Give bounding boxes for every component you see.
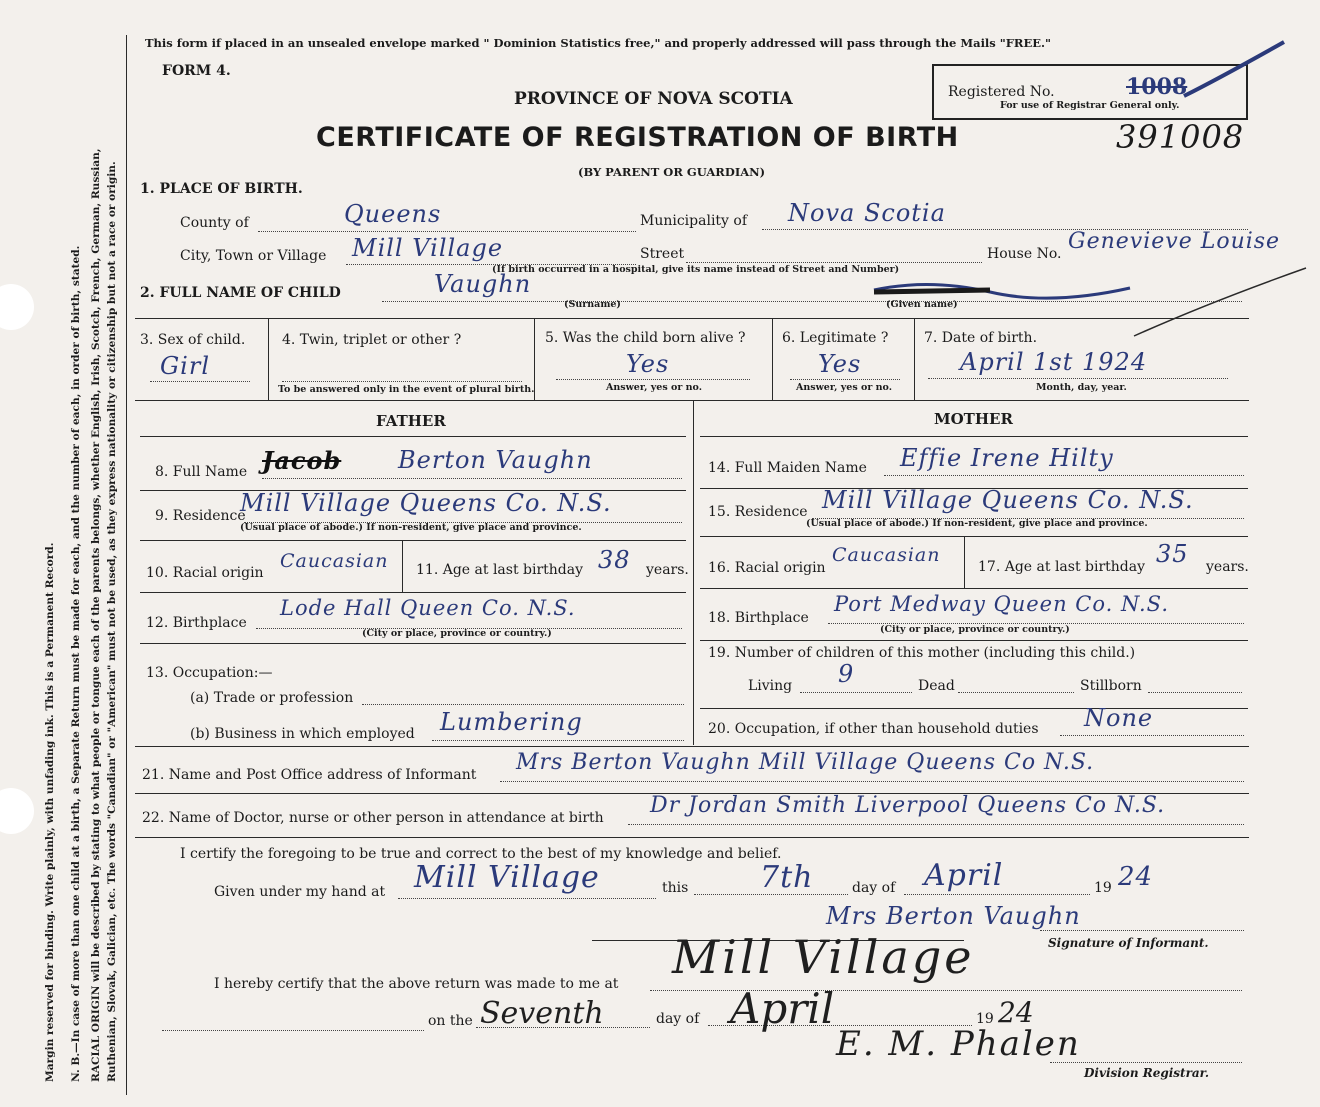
stillborn-label: Stillborn — [1080, 678, 1142, 694]
registrar-signature-line — [1050, 1062, 1242, 1063]
twin-line — [282, 381, 522, 382]
father-occupation-label: 13. Occupation:— — [146, 665, 273, 681]
signature-caption: Signature of Informant. — [1048, 936, 1209, 950]
certify-statement: I certify the foregoing to be true and correct to the best of my knowledge and belief. — [180, 846, 782, 862]
row-border-top — [135, 318, 1249, 319]
father-name-label: 8. Full Name — [155, 464, 248, 480]
informant-line — [500, 781, 1244, 782]
father-racial-label: 10. Racial origin — [146, 565, 264, 581]
row-rule — [140, 643, 686, 644]
registrar-on-line — [162, 1030, 424, 1031]
parents-divider — [693, 400, 694, 745]
row-rule — [700, 640, 1248, 641]
mother-age-value: 35 — [1156, 540, 1189, 568]
sex-label: 3. Sex of child. — [140, 332, 246, 348]
informant-signature: Mrs Berton Vaughn — [826, 902, 1081, 930]
house-label: House No. — [987, 246, 1062, 262]
child-surname-value: Vaughn — [434, 270, 532, 298]
county-value: Queens — [344, 200, 442, 228]
dead-line — [958, 692, 1074, 693]
registered-label: Registered No. — [948, 84, 1055, 100]
certificate-subtitle: (BY PARENT OR GUARDIAN) — [578, 165, 766, 179]
registrar-day-of-label: day of — [656, 1011, 700, 1027]
binding-hole — [0, 284, 34, 330]
street-line — [686, 262, 982, 263]
father-business-label: (b) Business in which employed — [190, 726, 415, 742]
father-residence-label: 9. Residence — [155, 508, 246, 524]
margin-note-racial-origin: RACIAL ORIGIN will be described by stating to what people or tongue each of the parents belongs, whether English, Irish, Scotch, French, German, Russian, — [90, 148, 102, 1082]
racial-age-divider — [402, 540, 403, 592]
registrar-signature: E. M. Phalen — [836, 1024, 1081, 1064]
mother-occupation-line — [1060, 735, 1244, 736]
father-business-line — [432, 740, 684, 741]
informant-value: Mrs Berton Vaughn Mill Village Queens Co N.S. — [516, 750, 1095, 775]
city-value: Mill Village — [352, 234, 504, 262]
mother-residence-value: Mill Village Queens Co. N.S. — [822, 486, 1194, 514]
child-name-label: 2. FULL NAME OF CHILD — [140, 285, 341, 301]
mother-birthplace-caption: (City or place, province or country.) — [880, 624, 1070, 635]
parents-border-bottom — [135, 746, 1249, 747]
box-divider — [268, 318, 269, 400]
mother-residence-label: 15. Residence — [708, 504, 808, 520]
mother-age-unit: years. — [1206, 559, 1249, 575]
father-residence-caption: (Usual place of abode.) If non-resident, give place and province. — [240, 522, 582, 533]
father-trade-line — [362, 704, 684, 705]
father-age-unit: years. — [646, 562, 689, 578]
row-rule — [700, 708, 1248, 709]
father-birthplace-value: Lode Hall Queen Co. N.S. — [280, 596, 576, 620]
given-place-line — [398, 898, 656, 899]
mother-racial-value: Caucasian — [832, 544, 941, 566]
margin-note-multiple-births: N. B.—In case of more than one child at a birth, a Separate Return must be made for each, and the number of each, in order of birth, stated. — [70, 245, 82, 1082]
municipality-label: Municipality of — [640, 213, 748, 229]
registrar-month-value: April — [730, 984, 835, 1033]
registrar-statement: I hereby certify that the above return was made to me at — [214, 976, 619, 992]
mother-occupation-value: None — [1084, 704, 1154, 732]
given-name-caption: (Given name) — [886, 299, 958, 310]
father-name-value: Berton Vaughn — [398, 446, 593, 474]
date-of-birth-line — [928, 378, 1228, 379]
form-number: FORM 4. — [162, 63, 231, 79]
doctor-line — [628, 824, 1244, 825]
alive-line — [556, 379, 750, 380]
doctor-value: Dr Jordan Smith Liverpool Queens Co N.S. — [650, 793, 1166, 818]
surname-caption: (Surname) — [564, 299, 621, 310]
box-divider — [914, 318, 915, 400]
father-heading-rule — [140, 436, 686, 437]
margin-note-racial-origin-2: Ruthenian, Slovak, Galician, etc. The words "Canadian" or "American" must not be used, as they express nationality or citizenship but not a race or origin. — [106, 161, 118, 1082]
sex-value: Girl — [160, 352, 210, 380]
street-label: Street — [640, 246, 685, 262]
date-of-birth-caption: Month, day, year. — [1036, 382, 1127, 393]
year-prefix: 19 — [1094, 880, 1112, 896]
alive-label: 5. Was the child born alive ? — [545, 330, 746, 346]
registrar-day-value: Seventh — [480, 996, 604, 1031]
year-value: 24 — [1118, 862, 1154, 892]
dead-label: Dead — [918, 678, 955, 694]
margin-rule — [126, 35, 127, 1095]
check-mark-icon — [1180, 38, 1290, 108]
binding-hole — [0, 788, 34, 834]
mother-heading: MOTHER — [934, 410, 1013, 428]
mail-notice: This form if placed in an unsealed envelope marked " Dominion Statistics free," and properly addressed will pass through the Mails "FREE." — [145, 36, 1052, 50]
father-business-value: Lumbering — [440, 708, 583, 736]
registrar-year-prefix: 19 — [976, 1011, 994, 1027]
row-rule — [700, 536, 1248, 537]
row-rule — [140, 540, 686, 541]
house-value: Genevieve Louise — [1068, 229, 1281, 254]
mother-racial-label: 16. Racial origin — [708, 560, 826, 576]
registrar-place-value: Mill Village — [672, 930, 975, 984]
living-line — [800, 692, 912, 693]
registrar-on-label: on the — [428, 1013, 473, 1029]
day-value: 7th — [760, 860, 814, 895]
father-age-label: 11. Age at last birthday — [416, 562, 584, 578]
living-label: Living — [748, 678, 793, 694]
doctor-label: 22. Name of Doctor, nurse or other person in attendance at birth — [142, 810, 604, 826]
registered-number-handwritten: 391008 — [1116, 118, 1245, 156]
mother-age-label: 17. Age at last birthday — [978, 559, 1146, 575]
registrar-year-value: 24 — [998, 996, 1034, 1029]
row-rule — [140, 592, 686, 593]
date-of-birth-value: April 1st 1924 — [960, 348, 1148, 376]
registered-struck-number: 1008 — [1126, 74, 1188, 100]
stillborn-line — [1148, 692, 1242, 693]
father-name-struck: Jacob — [262, 446, 342, 475]
legitimate-caption: Answer, yes or no. — [796, 382, 893, 393]
row-rule — [700, 588, 1248, 589]
mother-birthplace-label: 18. Birthplace — [708, 610, 809, 626]
registrar-caption: Division Registrar. — [1084, 1066, 1210, 1080]
county-label: County of — [180, 215, 249, 231]
sex-line — [150, 381, 250, 382]
father-racial-value: Caucasian — [280, 550, 389, 572]
living-value: 9 — [838, 660, 855, 688]
father-age-value: 38 — [598, 546, 631, 574]
month-value: April — [924, 858, 1004, 893]
alive-caption: Answer, yes or no. — [606, 382, 703, 393]
city-label: City, Town or Village — [180, 248, 327, 264]
father-heading: FATHER — [376, 412, 446, 430]
registered-note: For use of Registrar General only. — [1000, 100, 1180, 111]
mother-occupation-label: 20. Occupation, if other than household duties — [708, 721, 1039, 737]
province-heading: PROVINCE OF NOVA SCOTIA — [514, 89, 793, 109]
municipality-value: Nova Scotia — [788, 199, 946, 227]
father-name-line — [262, 478, 682, 479]
row-border-bottom — [135, 400, 1249, 401]
county-line — [258, 231, 636, 232]
informant-label: 21. Name and Post Office address of Informant — [142, 767, 477, 783]
legitimate-line — [790, 379, 900, 380]
street-note: (If birth occurred in a hospital, give its name instead of Street and Number) — [492, 264, 900, 275]
day-of-label: day of — [852, 880, 896, 896]
mother-name-label: 14. Full Maiden Name — [708, 460, 867, 476]
legitimate-value: Yes — [818, 350, 862, 378]
arrow-line-icon — [1130, 262, 1310, 342]
mother-name-value: Effie Irene Hilty — [900, 444, 1114, 472]
box-divider — [772, 318, 773, 400]
mother-residence-caption: (Usual place of abode.) If non-resident, give place and province. — [806, 518, 1148, 529]
month-line — [904, 894, 1090, 895]
margin-note-binding: Margin reserved for binding. Write plainly, with unfading ink. This is a Permanent Record. — [44, 542, 56, 1082]
mother-name-line — [884, 475, 1244, 476]
twin-label: 4. Twin, triplet or other ? — [282, 332, 462, 348]
racial-age-divider — [964, 536, 965, 588]
legitimate-label: 6. Legitimate ? — [782, 330, 889, 346]
alive-value: Yes — [626, 350, 670, 378]
father-birthplace-caption: (City or place, province or country.) — [362, 628, 552, 639]
mother-birthplace-value: Port Medway Queen Co. N.S. — [834, 592, 1169, 616]
this-label: this — [662, 880, 689, 896]
given-under-label: Given under my hand at — [214, 884, 386, 900]
informant-signature-line — [1040, 930, 1244, 931]
mother-heading-rule — [700, 436, 1248, 437]
father-residence-value: Mill Village Queens Co. N.S. — [240, 489, 612, 517]
twin-note: To be answered only in the event of plural birth. — [278, 384, 535, 395]
date-of-birth-label: 7. Date of birth. — [924, 330, 1038, 346]
father-birthplace-label: 12. Birthplace — [146, 615, 247, 631]
certificate-title: CERTIFICATE OF REGISTRATION OF BIRTH — [316, 122, 959, 153]
given-place-value: Mill Village — [414, 860, 600, 895]
mother-children-label: 19. Number of children of this mother (including this child.) — [708, 645, 1136, 661]
row-rule — [135, 837, 1249, 838]
father-trade-label: (a) Trade or profession — [190, 690, 354, 706]
place-of-birth-heading: 1. PLACE OF BIRTH. — [140, 181, 303, 197]
